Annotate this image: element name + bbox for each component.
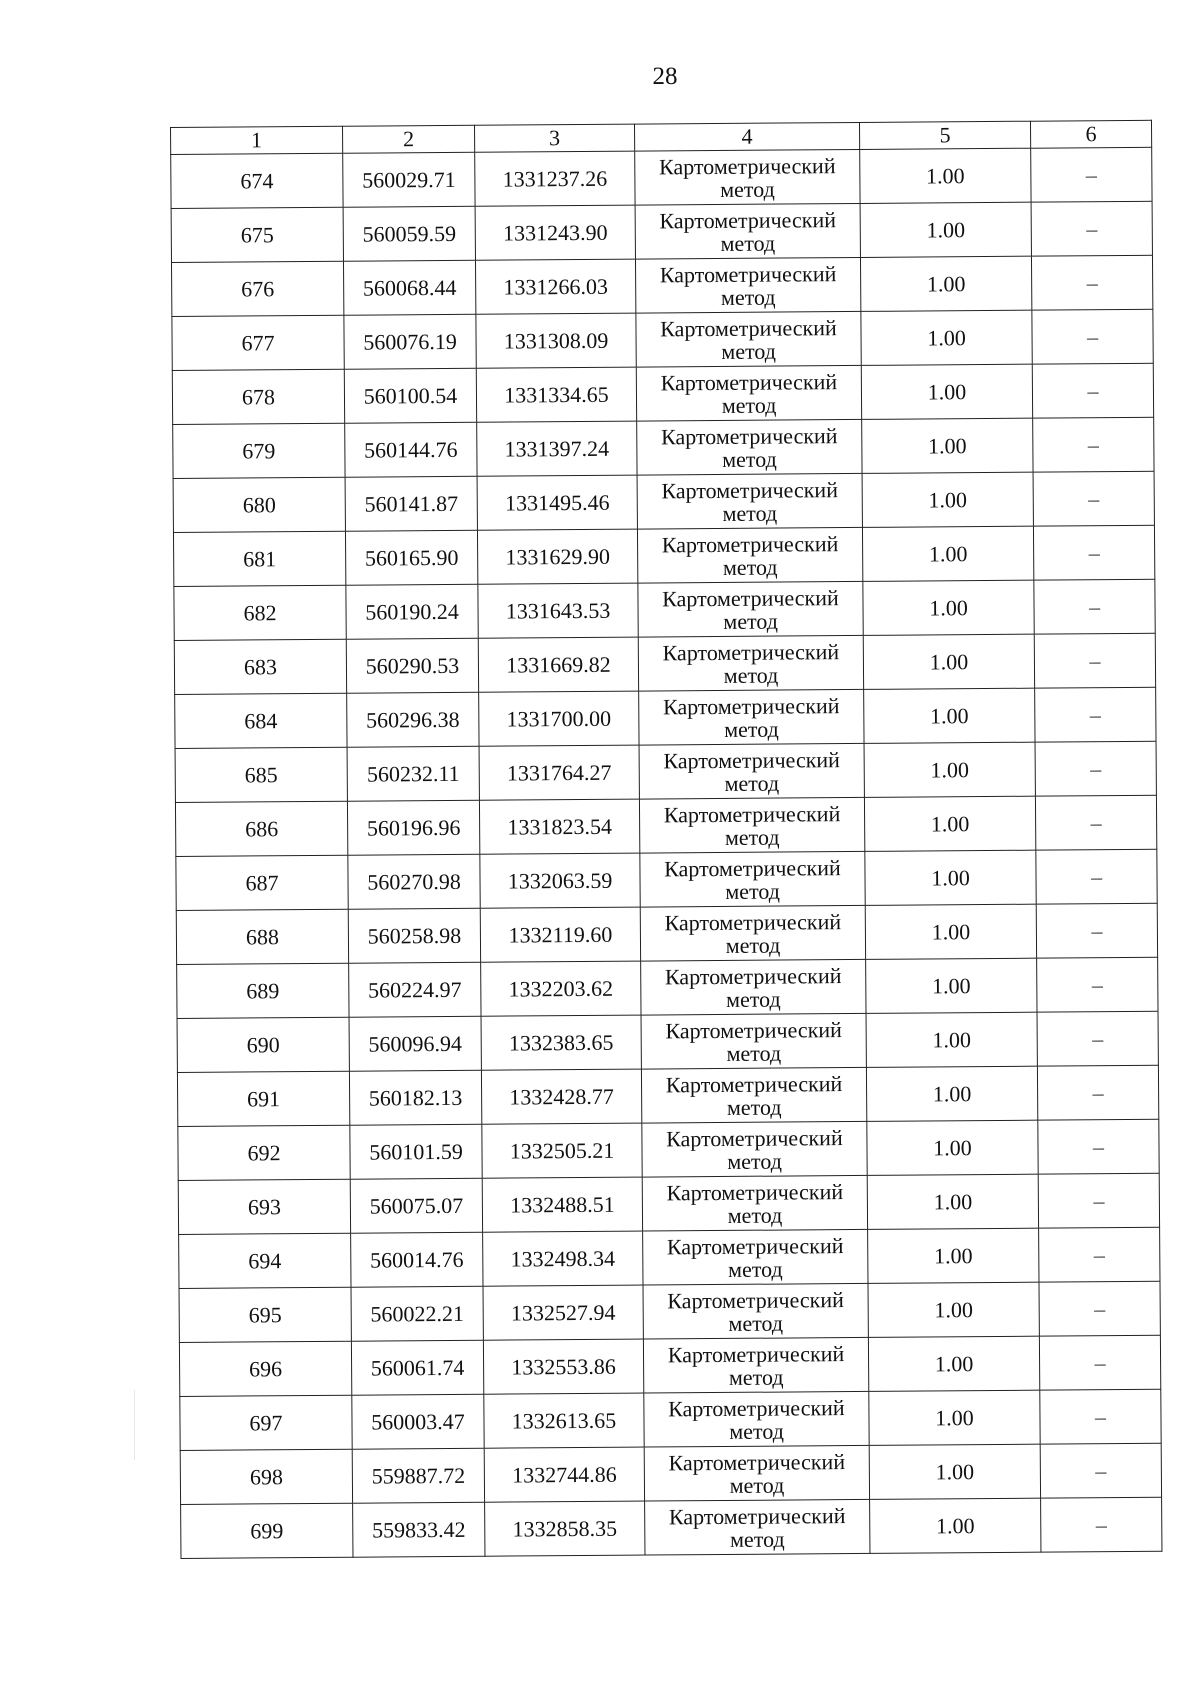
x-coordinate-cell: 560144.76	[345, 422, 477, 477]
method-line-2: метод	[722, 554, 778, 580]
point-number-cell: 679	[173, 423, 345, 478]
table-row	[175, 795, 1156, 856]
method-line-2: метод	[720, 176, 775, 202]
note-cell: –	[1039, 1227, 1160, 1282]
method-line-1: Картометрический	[662, 584, 839, 611]
method-line-1: Картометрический	[666, 1124, 843, 1151]
y-coordinate-cell: 1331397.24	[477, 421, 637, 476]
y-coordinate-cell: 1332613.65	[484, 1393, 644, 1448]
point-number-cell: 689	[177, 963, 349, 1018]
accuracy-cell: 1.00	[860, 148, 1031, 203]
method-line-2: метод	[729, 1526, 785, 1552]
accuracy-cell: 1.00	[866, 958, 1037, 1013]
point-number-cell: 699	[181, 1503, 353, 1558]
accuracy-cell: 1.00	[870, 1498, 1041, 1553]
note-cell: –	[1037, 1065, 1158, 1120]
x-coordinate-cell: 560014.76	[351, 1232, 483, 1287]
method-cell	[635, 257, 860, 313]
x-coordinate-cell: 560296.38	[347, 692, 479, 747]
note-cell: –	[1040, 1389, 1161, 1444]
note-cell: –	[1033, 525, 1154, 580]
x-coordinate-cell: 560232.11	[347, 746, 479, 801]
point-number-cell: 691	[177, 1071, 349, 1126]
column-header-5: 5	[859, 121, 1030, 149]
table-body	[171, 147, 1162, 1558]
method-line-1: Картометрический	[663, 800, 841, 827]
method-line-1: Картометрический	[664, 908, 842, 935]
method-line-2: метод	[727, 1148, 782, 1174]
method-line-1: Картометрический	[662, 638, 840, 665]
coordinates-table-container	[170, 120, 1161, 1559]
table-row	[177, 1065, 1158, 1126]
method-line-1: Картометрический	[667, 1340, 845, 1367]
x-coordinate-cell: 560076.19	[344, 314, 476, 369]
point-number-cell: 683	[174, 639, 346, 694]
table-row	[171, 255, 1152, 316]
table-row	[175, 741, 1156, 802]
method-line-2: метод	[725, 932, 781, 958]
method-line-1: Картометрический	[658, 152, 836, 179]
method-cell	[641, 1067, 866, 1123]
method-line-2: метод	[728, 1364, 784, 1390]
method-cell	[637, 527, 862, 583]
table-row	[177, 957, 1158, 1018]
y-coordinate-cell: 1331495.46	[477, 475, 637, 530]
table-row	[180, 1443, 1161, 1504]
point-number-cell: 677	[172, 315, 344, 370]
x-coordinate-cell: 560068.44	[343, 260, 475, 315]
accuracy-cell: 1.00	[869, 1390, 1040, 1445]
point-number-cell: 686	[175, 801, 347, 856]
method-cell	[643, 1229, 868, 1285]
note-cell: –	[1037, 1011, 1158, 1066]
method-line-1: Картометрический	[659, 260, 837, 287]
y-coordinate-cell: 1332488.51	[482, 1177, 642, 1232]
accuracy-cell: 1.00	[865, 850, 1036, 905]
accuracy-cell: 1.00	[862, 526, 1033, 581]
note-cell: –	[1039, 1281, 1160, 1336]
accuracy-cell: 1.00	[860, 256, 1031, 311]
method-line-1: Картометрический	[665, 1070, 843, 1097]
method-line-2: метод	[727, 1202, 783, 1228]
method-line-2: метод	[720, 230, 776, 256]
column-header-2: 2	[342, 125, 474, 153]
note-cell: –	[1037, 957, 1158, 1012]
point-number-cell: 693	[178, 1179, 350, 1234]
method-cell	[641, 959, 866, 1015]
x-coordinate-cell: 560182.13	[349, 1070, 481, 1125]
accuracy-cell: 1.00	[861, 310, 1032, 365]
y-coordinate-cell: 1331643.53	[478, 583, 638, 638]
point-number-cell: 680	[173, 477, 345, 532]
method-line-2: метод	[721, 338, 777, 364]
accuracy-cell: 1.00	[861, 364, 1032, 419]
table-row	[173, 471, 1154, 532]
table-row	[178, 1173, 1159, 1234]
method-line-2: метод	[722, 500, 778, 526]
accuracy-cell: 1.00	[860, 202, 1031, 257]
point-number-cell: 674	[171, 153, 343, 208]
accuracy-cell: 1.00	[866, 1066, 1037, 1121]
accuracy-cell: 1.00	[862, 418, 1033, 473]
x-coordinate-cell: 560141.87	[345, 476, 477, 531]
note-cell: –	[1035, 741, 1156, 796]
note-cell: –	[1040, 1443, 1161, 1498]
method-line-1: Картометрический	[666, 1178, 844, 1205]
note-cell: –	[1036, 849, 1157, 904]
table-row	[179, 1281, 1160, 1342]
note-cell: –	[1038, 1173, 1159, 1228]
column-header-4: 4	[634, 122, 859, 151]
table-row	[174, 579, 1155, 640]
point-number-cell: 682	[174, 585, 346, 640]
coordinates-table	[170, 120, 1162, 1559]
x-coordinate-cell: 560258.98	[348, 908, 480, 963]
accuracy-cell: 1.00	[868, 1228, 1039, 1283]
method-line-2: метод	[725, 878, 780, 904]
table-row	[181, 1497, 1162, 1558]
point-number-cell: 695	[179, 1287, 351, 1342]
note-cell: –	[1035, 795, 1156, 850]
method-cell	[641, 1013, 866, 1069]
table-row	[173, 417, 1154, 478]
method-cell	[643, 1283, 868, 1339]
note-cell: –	[1033, 417, 1154, 472]
accuracy-cell: 1.00	[869, 1444, 1040, 1499]
note-cell: –	[1031, 147, 1152, 202]
point-number-cell: 675	[171, 207, 343, 262]
y-coordinate-cell: 1331823.54	[479, 799, 639, 854]
x-coordinate-cell: 560096.94	[349, 1016, 481, 1071]
point-number-cell: 692	[178, 1125, 350, 1180]
method-line-2: метод	[726, 1094, 782, 1120]
point-number-cell: 694	[179, 1233, 351, 1288]
y-coordinate-cell: 1331243.90	[475, 205, 635, 260]
method-line-2: метод	[727, 1256, 783, 1282]
y-coordinate-cell: 1332498.34	[483, 1231, 643, 1286]
method-line-1: Картометрический	[663, 746, 840, 773]
method-cell	[638, 635, 863, 691]
method-cell	[642, 1175, 867, 1231]
table-row	[180, 1389, 1161, 1450]
x-coordinate-cell: 560101.59	[350, 1124, 482, 1179]
method-cell	[638, 581, 863, 637]
y-coordinate-cell: 1331669.82	[478, 637, 638, 692]
accuracy-cell: 1.00	[862, 472, 1033, 527]
method-cell	[642, 1121, 867, 1177]
point-number-cell: 690	[177, 1017, 349, 1072]
point-number-cell: 678	[172, 369, 344, 424]
method-cell	[644, 1391, 869, 1447]
x-coordinate-cell: 560290.53	[346, 638, 478, 693]
point-number-cell: 681	[173, 531, 345, 586]
method-cell	[637, 419, 862, 475]
note-cell: –	[1032, 309, 1153, 364]
method-line-1: Картометрический	[668, 1448, 846, 1475]
x-coordinate-cell: 559833.42	[353, 1502, 485, 1557]
y-coordinate-cell: 1331629.90	[477, 529, 637, 584]
method-cell	[636, 311, 861, 367]
accuracy-cell: 1.00	[863, 634, 1034, 689]
method-line-1: Картометрический	[666, 1232, 844, 1259]
accuracy-cell: 1.00	[864, 688, 1035, 743]
method-line-1: Картометрический	[668, 1394, 845, 1421]
method-cell	[640, 905, 865, 961]
note-cell: –	[1032, 363, 1153, 418]
point-number-cell: 696	[179, 1341, 351, 1396]
y-coordinate-cell: 1332505.21	[482, 1123, 642, 1178]
x-coordinate-cell: 560190.24	[346, 584, 478, 639]
method-line-1: Картометрический	[661, 476, 838, 503]
table-row	[171, 201, 1152, 262]
method-cell	[635, 203, 860, 259]
y-coordinate-cell: 1332383.65	[481, 1015, 641, 1070]
method-line-1: Картометрический	[660, 314, 837, 341]
method-line-1: Картометрический	[661, 530, 839, 557]
y-coordinate-cell: 1331334.65	[476, 367, 636, 422]
method-line-2: метод	[723, 608, 779, 634]
x-coordinate-cell: 560059.59	[343, 206, 475, 261]
method-cell	[639, 797, 864, 853]
x-coordinate-cell: 559887.72	[352, 1448, 484, 1503]
y-coordinate-cell: 1331266.03	[475, 259, 635, 314]
point-number-cell: 698	[180, 1449, 352, 1504]
accuracy-cell: 1.00	[867, 1174, 1038, 1229]
x-coordinate-cell: 560022.21	[351, 1286, 483, 1341]
table-row	[172, 363, 1153, 424]
method-line-2: метод	[723, 662, 779, 688]
note-cell: –	[1041, 1497, 1162, 1552]
method-line-2: метод	[724, 824, 780, 850]
method-line-2: метод	[720, 284, 776, 310]
method-line-2: метод	[728, 1310, 784, 1336]
method-line-1: Картометрический	[662, 692, 840, 719]
y-coordinate-cell: 1331308.09	[476, 313, 636, 368]
page-number: 28	[652, 63, 678, 90]
method-cell	[643, 1337, 868, 1393]
y-coordinate-cell: 1331237.26	[475, 151, 635, 206]
y-coordinate-cell: 1332428.77	[481, 1069, 641, 1124]
x-coordinate-cell: 560196.96	[347, 800, 479, 855]
point-number-cell: 687	[176, 855, 348, 910]
table-row	[174, 633, 1155, 694]
method-cell	[636, 365, 861, 421]
note-cell: –	[1033, 471, 1154, 526]
method-cell	[635, 149, 860, 205]
method-line-1: Картометрический	[664, 854, 841, 881]
method-line-2: метод	[722, 446, 777, 472]
accuracy-cell: 1.00	[863, 580, 1034, 635]
point-number-cell: 697	[180, 1395, 352, 1450]
accuracy-cell: 1.00	[866, 1012, 1037, 1067]
y-coordinate-cell: 1331764.27	[479, 745, 639, 800]
method-cell	[644, 1445, 869, 1501]
x-coordinate-cell: 560003.47	[352, 1394, 484, 1449]
point-number-cell: 688	[176, 909, 348, 964]
accuracy-cell: 1.00	[868, 1336, 1039, 1391]
method-cell	[640, 851, 865, 907]
y-coordinate-cell: 1332063.59	[480, 853, 640, 908]
table-row	[179, 1335, 1160, 1396]
method-line-1: Картометрический	[659, 206, 837, 233]
point-number-cell: 684	[175, 693, 347, 748]
y-coordinate-cell: 1332527.94	[483, 1285, 643, 1340]
y-coordinate-cell: 1332119.60	[480, 907, 640, 962]
method-cell	[637, 473, 862, 529]
x-coordinate-cell: 560270.98	[348, 854, 480, 909]
method-cell	[639, 689, 864, 745]
table-row	[175, 687, 1156, 748]
column-header-6: 6	[1030, 120, 1151, 148]
table-row	[178, 1119, 1159, 1180]
accuracy-cell: 1.00	[867, 1120, 1038, 1175]
method-line-2: метод	[726, 986, 781, 1012]
method-line-2: метод	[726, 1040, 782, 1066]
y-coordinate-cell: 1332553.86	[483, 1339, 643, 1394]
method-line-2: метод	[729, 1418, 784, 1444]
method-line-1: Картометрический	[668, 1502, 846, 1529]
column-header-3: 3	[474, 124, 634, 152]
method-line-2: метод	[721, 392, 777, 418]
method-cell	[639, 743, 864, 799]
table-row	[172, 309, 1153, 370]
method-line-2: метод	[724, 770, 780, 796]
accuracy-cell: 1.00	[865, 904, 1036, 959]
table-row	[179, 1227, 1160, 1288]
note-cell: –	[1035, 687, 1156, 742]
table-row	[171, 147, 1152, 208]
note-cell: –	[1034, 579, 1155, 634]
x-coordinate-cell: 560100.54	[344, 368, 476, 423]
method-line-1: Картометрический	[660, 422, 838, 449]
scan-margin-mark	[134, 1390, 135, 1460]
accuracy-cell: 1.00	[868, 1282, 1039, 1337]
x-coordinate-cell: 560075.07	[350, 1178, 482, 1233]
method-cell	[645, 1499, 870, 1555]
note-cell: –	[1036, 903, 1157, 958]
note-cell: –	[1038, 1119, 1159, 1174]
y-coordinate-cell: 1332203.62	[481, 961, 641, 1016]
y-coordinate-cell: 1331700.00	[479, 691, 639, 746]
method-line-1: Картометрический	[660, 368, 838, 395]
table-row	[177, 1011, 1158, 1072]
note-cell: –	[1031, 201, 1152, 256]
accuracy-cell: 1.00	[864, 742, 1035, 797]
x-coordinate-cell: 560165.90	[345, 530, 477, 585]
accuracy-cell: 1.00	[864, 796, 1035, 851]
method-line-2: метод	[724, 716, 779, 742]
y-coordinate-cell: 1332858.35	[485, 1501, 645, 1556]
method-line-1: Картометрический	[665, 1016, 842, 1043]
table-row	[176, 903, 1157, 964]
column-header-1: 1	[171, 126, 343, 154]
x-coordinate-cell: 560224.97	[349, 962, 481, 1017]
method-line-1: Картометрический	[667, 1286, 844, 1313]
method-line-2: метод	[729, 1472, 785, 1498]
table-row	[173, 525, 1154, 586]
y-coordinate-cell: 1332744.86	[484, 1447, 644, 1502]
note-cell: –	[1034, 633, 1155, 688]
note-cell: –	[1031, 255, 1152, 310]
x-coordinate-cell: 560061.74	[351, 1340, 483, 1395]
point-number-cell: 676	[171, 261, 343, 316]
x-coordinate-cell: 560029.71	[343, 152, 475, 207]
note-cell: –	[1039, 1335, 1160, 1390]
table-row	[176, 849, 1157, 910]
method-line-1: Картометрический	[664, 962, 842, 989]
point-number-cell: 685	[175, 747, 347, 802]
